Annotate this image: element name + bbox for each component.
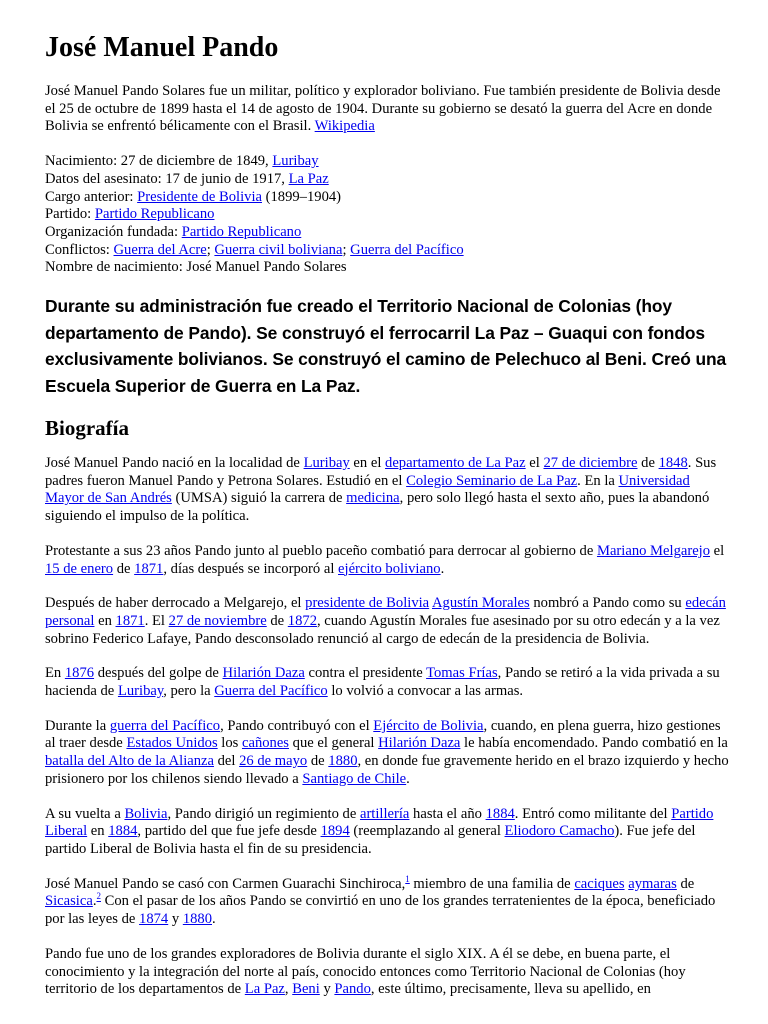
highlight-paragraph: Durante su administración fue creado el Territorio Nacional de Colonias (hoy departamento de Pando). Se construyó el ferrocarril La Paz – Guaqui con fondos exclusivamente bolivianos. Se construyó el camino de Pelechuco al Beni. Creó una Escuela Superior de Guerra en La Paz. [45, 296, 727, 396]
info-conflictos: Conflictos: Guerra del Acre; Guerra civil boliviana; Guerra del Pacífico [45, 241, 464, 258]
bio-paragraph-2 [45, 543, 732, 578]
info-label: Datos del asesinato: 17 de junio de 1917, [45, 170, 289, 187]
text-run: Después de haber derrocado a Melgarejo, el [45, 595, 306, 612]
text-run: de [113, 560, 135, 577]
info-label: Cargo anterior: [45, 188, 138, 205]
text-run: A su vuelta a [45, 805, 125, 822]
text-run: Protestante a sus 23 años Pando junto al pueblo paceño combatió para derrocar al gobierno de [45, 542, 597, 559]
info-suffix: (1899–1904) [261, 188, 342, 205]
text-run: ). Fue jefe del partido Liberal de Bolivia hasta el fin de su presidencia. [45, 823, 696, 857]
link[interactable]: 1876 [64, 665, 95, 682]
link[interactable]: 1894 [320, 823, 350, 840]
text-run: en el [349, 455, 386, 472]
text-run: de [266, 612, 288, 629]
text-run: . El [144, 612, 169, 629]
text-run: (UMSA) siguió la carrera de [171, 490, 347, 507]
link[interactable]: artillería [359, 805, 410, 822]
link[interactable]: Luribay [303, 455, 350, 472]
link[interactable]: 1884 [108, 823, 138, 840]
text-run: miembro de una familia de [409, 875, 575, 892]
link[interactable]: Eliodoro Camacho [504, 823, 615, 840]
link[interactable]: Guerra del Pacífico [214, 683, 328, 700]
info-partido [45, 206, 732, 224]
text-run: en [87, 823, 109, 840]
link[interactable]: 1884 [485, 805, 515, 822]
link[interactable]: Colegio Seminario de La Paz [406, 472, 578, 489]
text-run: del [213, 753, 240, 770]
text-run: . En la [577, 472, 619, 489]
link[interactable]: Bolivia [124, 805, 168, 822]
text-run: de [676, 875, 695, 892]
link[interactable]: Tomas Frías [426, 665, 498, 682]
link[interactable]: 27 de noviembre [168, 612, 267, 629]
partido-link[interactable]: Partido Republicano [94, 206, 215, 223]
link[interactable]: 1880 [182, 911, 212, 928]
info-nacimiento [45, 153, 732, 171]
link[interactable]: Mariano Melgarejo [596, 542, 711, 559]
link[interactable]: Sicasica [45, 893, 93, 910]
text-run: el [710, 542, 725, 559]
link[interactable]: presidente de Bolivia [305, 595, 430, 612]
text-run: . Sus padres fueron Manuel Pando y Petrona Solares. Estudió en el [45, 455, 717, 489]
text-run: José Manuel Pando se casó con Carmen Guarachi Sinchiroca, [45, 875, 406, 892]
page-title: José Manuel Pando [45, 32, 279, 63]
link[interactable]: Universidad Mayor de San Andrés [45, 472, 690, 507]
link[interactable]: 1848 [658, 455, 688, 472]
text-run: en [94, 612, 116, 629]
text-run: y [168, 911, 183, 928]
link[interactable]: cañones [241, 735, 289, 752]
bio-paragraph-3 [45, 595, 732, 648]
text-run: , días después se incorporó al [163, 560, 339, 577]
text-run: . Entró como militante del [514, 805, 672, 822]
link[interactable]: Agustín Morales [432, 595, 530, 612]
text-run: después del golpe de [94, 665, 223, 682]
text-run: , pero la [163, 683, 215, 700]
link[interactable]: Pando [334, 981, 371, 998]
link[interactable]: 1874 [139, 911, 169, 928]
text-run: Durante la [45, 717, 110, 734]
info-label: Nacimiento: 27 de diciembre de 1849, [45, 153, 273, 170]
bio-paragraph-6 [45, 806, 732, 859]
text-run: , cuando, en plena guerra, hizo gestiones al traer desde [45, 717, 721, 752]
link[interactable]: Hilarión Daza [378, 735, 461, 752]
bio-paragraph-1 [45, 455, 732, 526]
text-run: nombró a Pando como su [529, 595, 686, 612]
text-run: , en donde fue gravemente herido en el brazo izquierdo y hecho prisionero por los chilenos siendo llevado a [45, 753, 729, 787]
text-run: el [525, 455, 544, 472]
link[interactable]: aymaras [628, 875, 677, 892]
link[interactable]: 27 de diciembre [543, 455, 638, 472]
info-cargo [45, 189, 732, 207]
link[interactable]: Beni [292, 981, 320, 998]
text-run: En [45, 665, 65, 682]
text-run: y [319, 981, 335, 998]
link[interactable]: Estados Unidos [126, 735, 218, 752]
link[interactable]: edecán personal [45, 595, 726, 629]
text-run: . [92, 893, 97, 910]
text-run: , [284, 981, 293, 998]
bio-paragraph-4 [45, 665, 732, 700]
link[interactable]: La Paz [244, 981, 285, 998]
text-run: . [440, 560, 445, 577]
section-title: Biografía [45, 416, 129, 441]
text-run: le había encomendado. Pando combatió en la [460, 735, 728, 752]
text-run: , pero solo llegó hasta el sexto año, pues la abandonó siguiendo el impulso de la política. [45, 490, 710, 525]
link[interactable]: Partido Liberal [45, 805, 714, 840]
text-run: , Pando contribuyó con el [220, 717, 374, 734]
link[interactable]: 26 de mayo [239, 753, 308, 770]
bio-paragraph-7 [45, 873, 732, 929]
conflict-link[interactable]: Guerra civil boliviana [214, 241, 343, 258]
link[interactable]: departamento de La Paz [385, 455, 526, 472]
presidente-link[interactable]: Presidente de Bolivia [137, 188, 262, 205]
text-run: (reemplazando al general [349, 823, 505, 840]
info-label: Partido: [45, 206, 95, 223]
text-run: . [212, 911, 216, 928]
text-run: Pando fue uno de los grandes exploradores de Bolivia durante el siglo XIX. A él se debe, en buena parte, el conocimiento y la integración del norte al país, conocido entonces como Territorio Nacional de Colonias (hoy territorio de los departamentos de [45, 945, 686, 998]
link[interactable]: batalla del Alto de la Alianza [45, 753, 214, 770]
link[interactable]: medicina [346, 490, 400, 507]
conflict-link[interactable]: Guerra del Pacífico [350, 241, 464, 258]
link[interactable]: caciques [574, 875, 625, 892]
link[interactable]: Ejército de Bolivia [373, 717, 484, 734]
text-run: , cuando Agustín Morales fue asesinado por su otro edecán y a la vez sobrino Federico Lafaye, Pando desconsolado renunció al cargo de edecán de la presidencia de Bolivia. [45, 612, 720, 647]
bio-paragraph-5 [45, 718, 732, 789]
conflict-link[interactable]: Guerra del Acre [113, 241, 207, 258]
link[interactable]: 1880 [328, 753, 358, 770]
link[interactable]: 1871 [115, 612, 145, 629]
luribay-link[interactable]: Luribay [272, 153, 319, 170]
info-organizacion [45, 224, 732, 242]
text-run: hasta el año [409, 805, 486, 822]
text-run: , este último, precisamente, lleva su apellido, en [370, 981, 651, 998]
text-run: , Pando dirigió un regimiento de [167, 805, 360, 822]
text-run: Con el pasar de los años Pando se convirtió en uno de los grandes terratenientes de la época, beneficiado por las leyes de [45, 893, 716, 928]
wikipedia-link[interactable]: Wikipedia [314, 118, 375, 135]
organizacion-link[interactable]: Partido Republicano [181, 223, 302, 240]
info-nombre: Nombre de nacimiento: José Manuel Pando Solares [45, 259, 347, 276]
infobox [45, 153, 732, 277]
reference-link[interactable]: 1 [405, 873, 410, 884]
text-run: , partido del que fue jefe desde [137, 823, 321, 840]
link[interactable]: Santiago de Chile [302, 770, 407, 787]
text-run: de [307, 753, 329, 770]
intro-paragraph [45, 83, 732, 136]
text-run: los [217, 735, 242, 752]
link[interactable]: 15 de enero [45, 560, 114, 577]
info-asesinato [45, 171, 732, 189]
info-label: Organización fundada: [45, 223, 182, 240]
text-run: , Pando se retiró a la vida privada a su hacienda de [45, 665, 720, 700]
link[interactable]: Hilarión Daza [222, 665, 305, 682]
link[interactable]: ejército boliviano [338, 560, 441, 577]
link[interactable]: 1872 [287, 612, 317, 629]
la-paz-link[interactable]: La Paz [288, 170, 329, 187]
text-run: lo volvió a convocar a las armas. [327, 683, 524, 700]
text-run: contra el presidente [304, 665, 427, 682]
intro-text: José Manuel Pando Solares fue un militar, político y explorador boliviano. Fue también presidente de Bolivia desde el 25 de octubre de 1899 hasta el 14 de agosto de 1904. Durante su gobierno se desató la guerra del Acre en donde Bolivia se enfrentó bélicamente con el Brasil. [45, 83, 721, 135]
text-run: de [637, 455, 659, 472]
info-label: Conflictos: [45, 241, 114, 258]
bio-paragraph-8 [45, 946, 732, 999]
reference-link[interactable]: 2 [96, 891, 101, 902]
text-run: José Manuel Pando nació en la localidad de [45, 455, 304, 472]
text-run: que el general [289, 735, 379, 752]
link[interactable]: guerra del Pacífico [109, 717, 221, 734]
link[interactable]: Luribay [117, 683, 164, 700]
link[interactable]: 1871 [134, 560, 164, 577]
text-run: . [406, 770, 410, 787]
